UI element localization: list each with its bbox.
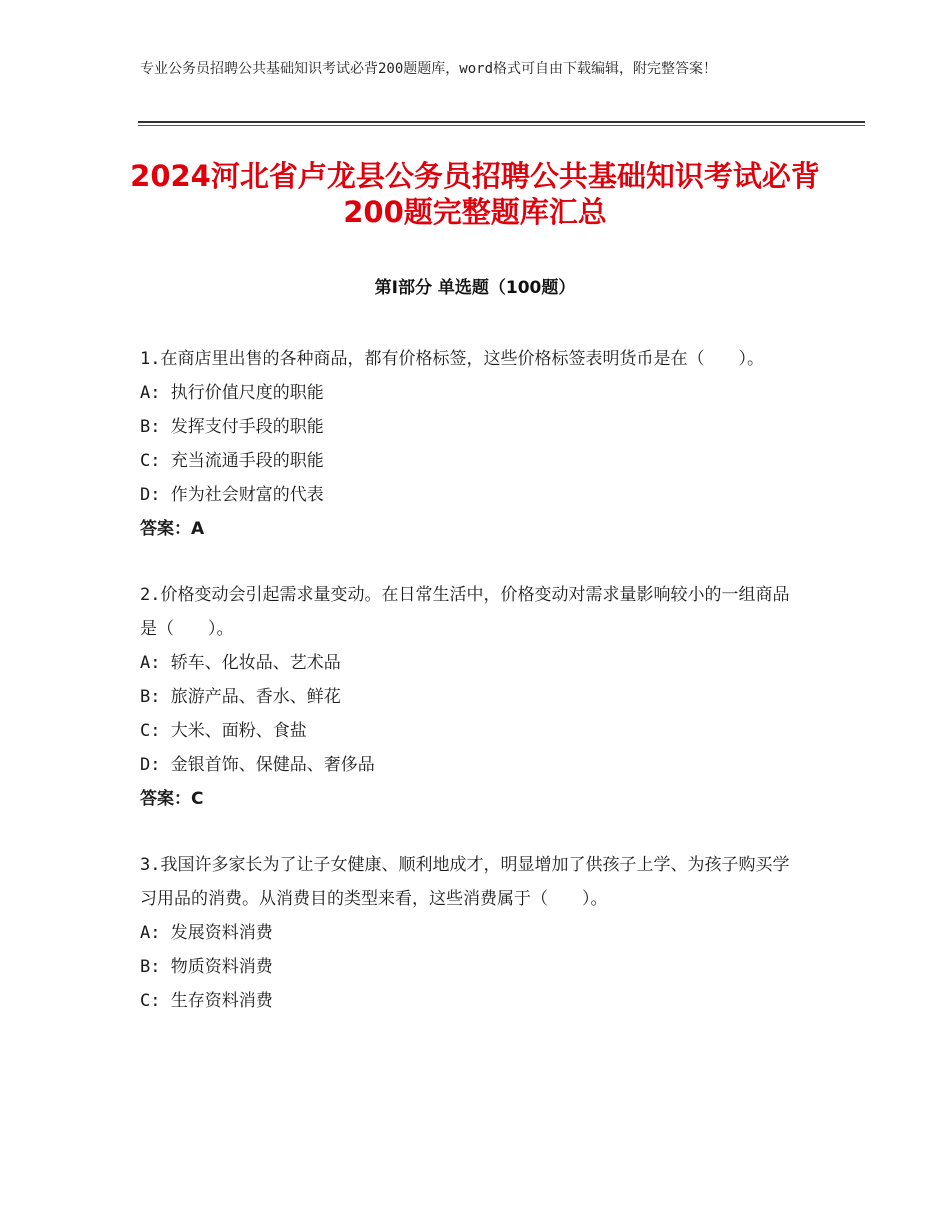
answer: 答案：A xyxy=(140,519,205,539)
question-2 xyxy=(140,578,805,816)
document-title: 2024河北省卢龙县公务员招聘公共基础知识考试必背200题完整题库汇总 xyxy=(130,159,820,229)
option-b: B: 发挥支付手段的职能 xyxy=(140,417,324,437)
question-list xyxy=(140,342,805,1050)
header-rule-thin xyxy=(138,125,865,126)
question-stem: 1.在商店里出售的各种商品，都有价格标签，这些价格标签表明货币是在（ ）。 xyxy=(140,349,764,369)
option-a: A: 轿车、化妆品、艺术品 xyxy=(140,653,341,673)
header-note: 专业公务员招聘公共基础知识考试必背200题题库，word格式可自由下载编辑，附完整答案！ xyxy=(140,61,717,77)
answer: 答案：C xyxy=(140,789,204,809)
option-d: D: 作为社会财富的代表 xyxy=(140,485,324,505)
option-c: C: 大米、面粉、食盐 xyxy=(140,721,307,741)
option-c: C: 充当流通手段的职能 xyxy=(140,451,324,471)
question-1 xyxy=(140,342,805,546)
question-stem: 2.价格变动会引起需求量变动。在日常生活中，价格变动对需求量影响较小的一组商品是（ ）。 xyxy=(140,585,790,639)
option-a: A: 发展资料消费 xyxy=(140,923,273,943)
option-d: D: 金银首饰、保健品、奢侈品 xyxy=(140,755,375,775)
question-3 xyxy=(140,848,805,1018)
section-title: 第Ⅰ部分 单选题（100题） xyxy=(374,278,576,298)
question-stem: 3.我国许多家长为了让子女健康、顺利地成才，明显增加了供孩子上学、为孩子购买学习用品的消费。从消费目的类型来看，这些消费属于（ ）。 xyxy=(140,855,790,909)
option-b: B: 旅游产品、香水、鲜花 xyxy=(140,687,341,707)
option-c: C: 生存资料消费 xyxy=(140,991,273,1011)
option-a: A: 执行价值尺度的职能 xyxy=(140,383,324,403)
header-rule-thick xyxy=(138,121,865,123)
option-b: B: 物质资料消费 xyxy=(140,957,273,977)
